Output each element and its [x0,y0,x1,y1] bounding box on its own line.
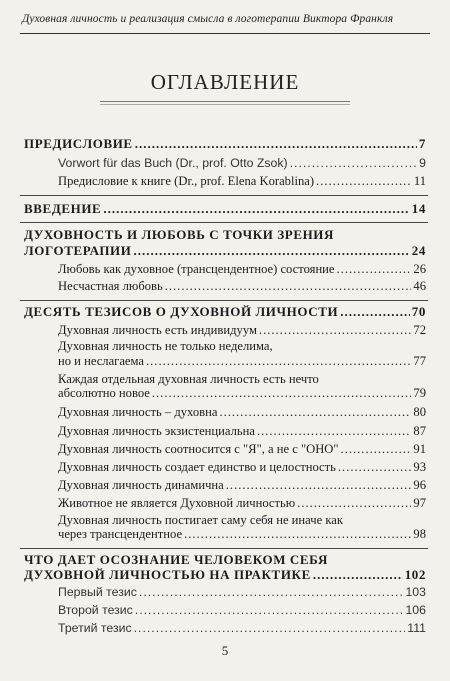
toc-entry-thesis-unity: Духовная личность создает единство и целостность ..... 93 [58,460,426,475]
toc-entry-thesis-indivisible: но и неслагаема ..... 77 [58,354,426,369]
toc-entry-introduction: ВВЕДЕНИЕ ..... 14 [24,201,426,217]
toc-entry-preface: ПРЕДИСЛОВИЕ ..... 7 [24,136,426,152]
toc-entry-spirituality-line1: ДУХОВНОСТЬ И ЛЮБОВЬ С ТОЧКИ ЗРЕНИЯ [24,227,334,242]
toc-entry-thesis-animal: Животное не является Духовной личностью ..... 97 [58,496,426,511]
toc-entry-foreword-korablina: Предисловие к книге (Dr., prof. Elena Korablina) ..... 11 [58,174,426,189]
toc-entry-thesis-transcendent: через трансцендентное ..... 98 [58,527,426,542]
section-separator [20,222,428,223]
toc-entry-thesis-dynamic: Духовная личность динамична ..... 96 [58,478,426,493]
toc-entry-thesis-new-line1: Каждая отдельная духовная личность есть нечто [58,372,319,386]
header-rule [20,33,430,34]
section-separator [20,300,428,301]
toc-entry-thesis-indivisible-line1: Духовная личность не только неделима, [58,339,273,353]
toc-entry-practice-line1: ЧТО ДАЕТ ОСОЗНАНИЕ ЧЕЛОВЕКОМ СЕБЯ [24,552,328,567]
toc-entry-spirituality: ЛОГОТЕРАПИИ ..... 24 [24,243,426,259]
toc-entry-thesis-spiritual: Духовная личность – духовна ..... 80 [58,405,426,420]
toc-entry-second-thesis: Второй тезис ..... 106 [58,603,426,617]
title-underline [100,101,350,105]
toc-entry-thesis-existential: Духовная личность экзистенциальна ..... 87 [58,424,426,439]
toc-entry-first-thesis: Первый тезис ..... 103 [58,585,426,599]
running-head: Духовная личность и реализация смысла в логотерапии Виктора Франкля [22,13,394,25]
toc-title: ОГЛАВЛЕНИЕ [150,70,300,94]
toc-entry-ten-theses: ДЕСЯТЬ ТЕЗИСОВ О ДУХОВНОЙ ЛИЧНОСТИ ..... 70 [24,304,426,320]
page-number: 5 [221,643,229,658]
toc-entry-practice: ДУХОВНОЙ ЛИЧНОСТЬЮ НА ПРАКТИКЕ ..... 102 [24,567,426,583]
toc-entry-unhappy-love: Несчастная любовь ..... 46 [58,279,426,294]
toc-entry-love-state: Любовь как духовное (трансцендентное) состояние ..... 26 [58,262,426,277]
toc-entry-third-thesis: Третий тезис ..... 111 [58,621,426,635]
section-separator [20,548,428,549]
section-separator [20,195,428,196]
toc-entry-thesis-individual: Духовная личность есть индивидуум ..... 72 [58,323,426,338]
toc-entry-thesis-new: абсолютно новое ..... 79 [58,386,426,401]
toc-entry-thesis-ego: Духовная личность соотносится с "Я", а не с "ОНО" ..... 91 [58,442,426,457]
toc-entry-thesis-transcendent-line1: Духовная личность постигает саму себя не иначе как [58,513,343,527]
toc-entry-vorwort: Vorwort für das Buch (Dr., prof. Otto Zsok) ..... 9 [58,156,426,170]
